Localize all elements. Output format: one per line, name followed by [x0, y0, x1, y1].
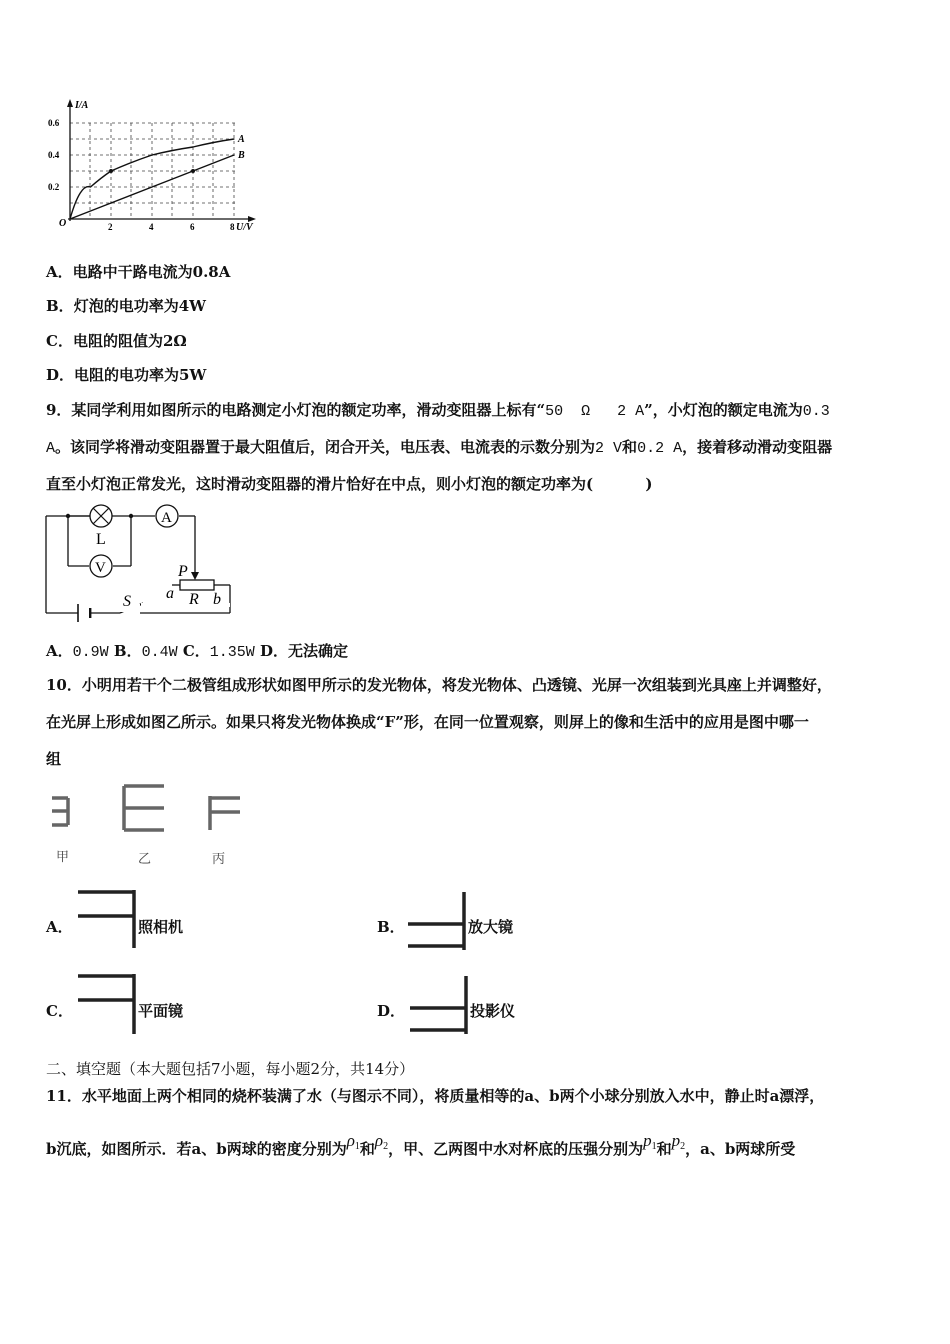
rho-symbol: $\rho_1$ [346, 1131, 360, 1152]
point-b [191, 169, 195, 173]
option-a-image [72, 886, 138, 952]
q10-option-a-letter: A． [46, 918, 73, 936]
x-tick: 2 [108, 222, 113, 232]
q9-voltage: 2 V [595, 440, 623, 457]
option-b-image [402, 888, 468, 954]
ammeter-label: A [161, 510, 172, 526]
q9-text: 9．某同学利用如图所示的电路测定小灯泡的额定功率，滑动变阻器上标有“ [46, 401, 546, 419]
q11-text: ，a、b两球所受 [685, 1140, 796, 1158]
rheostat-symbol [180, 580, 214, 590]
pressure-symbol: $p_1$ [643, 1131, 657, 1152]
q9-rating: 50 Ω 2 A [545, 403, 645, 420]
y-axis-label: I/A [75, 100, 89, 111]
q8-option-c [46, 330, 187, 351]
resistor-label: R [189, 591, 199, 608]
end-b-label: b [213, 591, 221, 608]
rho-symbol: $\rho_2$ [374, 1131, 389, 1152]
q11-text: 和 [656, 1140, 672, 1158]
section-heading: 二、填空题（本大题包括7小题，每小题2分，共14分） [46, 1060, 415, 1078]
lamp-label: L [96, 531, 106, 548]
q9-text: 和 [622, 438, 638, 456]
option-letter: C． [182, 642, 210, 660]
switch-label: S [123, 593, 131, 610]
q10-line-3: 组 [46, 750, 62, 768]
q9-text: ”，小灯泡的额定电流为 [644, 401, 803, 419]
option-text: 0.4W [141, 644, 178, 661]
pressure-symbol: $p_2$ [671, 1131, 686, 1152]
end-a-label: a [166, 585, 174, 602]
q9-current-reading: 0.2 A [637, 440, 683, 457]
q10-option-b-text: 放大镜 [468, 918, 514, 936]
x-tick: 4 [149, 222, 154, 232]
option-text: 灯泡的电功率为4W [73, 297, 206, 315]
y-tick: 0.6 [48, 118, 60, 128]
option-c-image [72, 970, 138, 1036]
figure-label-yi: 乙 [138, 852, 152, 867]
q9-options [46, 640, 348, 661]
q10-option-c-letter: C． [46, 1002, 73, 1020]
figure-jia [44, 792, 80, 832]
q11-line-2 [46, 1131, 796, 1160]
option-letter: A． [46, 263, 73, 281]
q9-text: 。该同学将滑动变阻器置于最大阻值后，闭合开关，电压表、电流表的示数分别为 [55, 438, 596, 456]
q8-option-d [46, 364, 206, 385]
option-letter: C． [46, 332, 73, 350]
option-d-image [404, 972, 470, 1038]
voltmeter-label: V [95, 560, 106, 576]
q10-option-a-text: 照相机 [138, 918, 184, 936]
y-tick: 0.4 [48, 150, 60, 160]
figure-bing [200, 792, 244, 834]
option-letter: B． [46, 297, 74, 315]
circuit-diagram [40, 500, 250, 625]
slider-label: P [178, 563, 188, 580]
q10-option-d-text: 投影仪 [470, 1002, 516, 1020]
option-letter: B． [113, 642, 142, 660]
slider-arrow [191, 572, 199, 580]
q10-option-d-letter: D． [377, 1002, 406, 1020]
point-a [109, 169, 113, 173]
grid [70, 123, 235, 219]
q11-line-1: 11．水平地面上两个相同的烧杯装满了水（与图示不同），将质量相等的a、b两个小球分别放入水中，静止时a漂浮， [46, 1087, 825, 1105]
y-axis-arrow [67, 99, 73, 107]
q9-line-1 [46, 399, 830, 420]
y-tick: 0.2 [48, 182, 60, 192]
q9-line-2 [46, 436, 832, 457]
q9-unit: A [46, 440, 56, 457]
q10-line-1: 10．小明用若干个二极管组成形状如图甲所示的发光物体，将发光物体、凸透镜、光屏一次组装到光具座上并调整好， [46, 676, 832, 694]
curve-b-label: B [238, 150, 245, 161]
q11-text: b沉底，如图所示．若a、b两球的密度分别为 [46, 1140, 347, 1158]
option-text: 电阻的电功率为5W [74, 366, 207, 384]
figure-label-jia: 甲 [56, 850, 70, 865]
origin-label: O [59, 218, 67, 229]
option-letter: D． [260, 642, 289, 660]
x-axis-label: U/V [236, 222, 253, 233]
option-text: 电路中干路电流为0.8A [72, 263, 231, 281]
q8-option-a [46, 261, 230, 282]
option-text: 电阻的阻值为2Ω [72, 332, 187, 350]
q8-option-b [46, 295, 206, 316]
option-letter: A． [46, 642, 73, 660]
q11-text: ，甲、乙两图中水对杯底的压强分别为 [388, 1140, 644, 1158]
q11-text: 和 [359, 1140, 375, 1158]
q10-line-2: 在光屏上形成如图乙所示。如果只将发光物体换成“F”形，在同一位置观察，则屏上的像和生活中的应用是图中哪一 [46, 713, 809, 731]
lamp-symbol [90, 505, 112, 527]
iu-graph [40, 95, 270, 235]
x-tick: 6 [190, 222, 195, 232]
option-letter: D． [46, 366, 75, 384]
q10-option-b-letter: B． [377, 918, 405, 936]
q9-current: 0.3 [802, 403, 830, 420]
figure-yi [112, 780, 172, 834]
q9-line-3: 直至小灯泡正常发光，这时滑动变阻器的滑片恰好在中点，则小灯泡的额定功率为( ) [46, 475, 653, 493]
x-tick: 8 [230, 222, 235, 232]
option-text: 无法确定 [288, 642, 349, 660]
curve-a-label: A [238, 134, 245, 145]
option-text: 0.9W [72, 644, 109, 661]
q9-text: ，接着移动滑动变阻器 [682, 438, 833, 456]
option-text: 1.35W [209, 644, 255, 661]
figure-label-bing: 丙 [212, 852, 226, 867]
q10-option-c-text: 平面镜 [138, 1002, 184, 1020]
